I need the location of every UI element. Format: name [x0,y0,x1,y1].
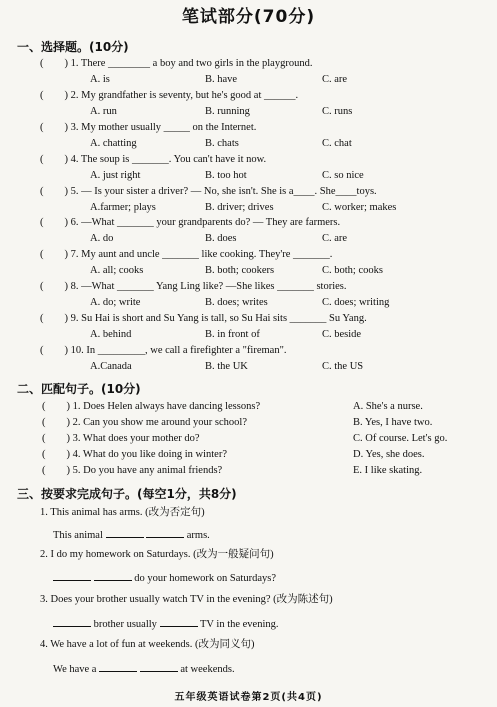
match-right-c: C. Of course. Let's go. [353,433,448,444]
question-3-option-b: B. chats [205,138,239,149]
match-left-2: ( ) 2. Can you show me around your school? [42,417,248,428]
match-right-b: B. Yes, I have two. [353,417,433,428]
question-7-option-a: A. all; cooks [90,265,144,276]
rewrite-a3-post: TV in the evening. [199,619,279,630]
question-4-stem: ( ) 4. The soup is _______. You can't have it now. [40,154,267,165]
question-8-option-b: B. does; writes [205,297,268,308]
rewrite-q4: 4. We have a lot of fun at weekends. (改为同义句) [40,639,255,650]
match-right-a: A. She's a nurse. [353,401,423,412]
section1-heading: 一、选择题。(10分) [17,40,129,54]
question-8-option-a: A. do; write [90,297,141,308]
match-left-4: ( ) 4. What do you like doing in winter? [42,449,227,460]
question-1-option-b: B. have [205,74,238,85]
question-5-option-b: B. driver; drives [205,202,274,213]
answer-blank[interactable] [53,616,91,627]
section3-heading: 三、按要求完成句子。(每空1分，共8分) [17,487,237,501]
rewrite-a3-mid: brother usually [93,619,157,630]
match-left-5: ( ) 5. Do you have any animal friends? [42,465,223,476]
answer-blank[interactable] [140,661,178,672]
question-4-option-c: C. so nice [322,170,364,181]
question-9-option-c: C. beside [322,329,362,340]
rewrite-a3 [53,616,279,631]
question-2-stem: ( ) 2. My grandfather is seventy, but he's good at ______. [40,90,299,101]
question-1-option-a: A. is [90,74,110,85]
question-3-option-a: A. chatting [90,138,137,149]
question-5-option-c: C. worker; makes [322,202,397,213]
rewrite-a2 [53,570,276,585]
question-10-option-c: C. the US [322,361,364,372]
rewrite-a4-pre: We have a [53,664,97,675]
question-4-option-b: B. too hot [205,170,247,181]
match-right-d: D. Yes, she does. [353,449,425,460]
question-7-option-c: C. both; cooks [322,265,383,276]
question-8-option-c: C. does; writing [322,297,390,308]
question-2-option-a: A. run [90,106,117,117]
question-7-stem: ( ) 7. My aunt and uncle _______ like cooking. They're _______. [40,249,333,260]
answer-blank[interactable] [94,570,132,581]
answer-blank[interactable] [106,527,144,538]
rewrite-q2: 2. I do my homework on Saturdays. (改为一般疑问句) [40,549,274,560]
rewrite-a1-post: arms. [186,530,210,541]
rewrite-a4 [53,661,235,676]
question-1-stem: ( ) 1. There ________ a boy and two girls in the playground. [40,58,313,69]
match-left-1: ( ) 1. Does Helen always have dancing lessons? [42,401,261,412]
answer-blank[interactable] [99,661,137,672]
rewrite-q3: 3. Does your brother usually watch TV in the evening? (改为陈述句) [40,594,333,605]
question-10-option-b: B. the UK [205,361,248,372]
rewrite-a1-pre: This animal [53,530,103,541]
rewrite-a4-post: at weekends. [180,664,235,675]
question-2-option-b: B. running [205,106,250,117]
match-left-3: ( ) 3. What does your mother do? [42,433,200,444]
question-6-option-a: A. do [90,233,114,244]
question-10-stem: ( ) 10. In _________, we call a firefighter a "fireman". [40,345,287,356]
question-10-option-a: A.Canada [90,361,132,372]
question-3-stem: ( ) 3. My mother usually _____ on the Internet. [40,122,257,133]
page-footer: 五年级英语试卷第2页(共4页) [174,692,323,703]
rewrite-a2-post: do your homework on Saturdays? [134,573,276,584]
question-8-stem: ( ) 8. —What _______ Yang Ling like? —She likes _______ stories. [40,281,347,292]
question-6-option-b: B. does [205,233,237,244]
question-6-stem: ( ) 6. —What _______ your grandparents do? — They are farmers. [40,217,341,228]
answer-blank[interactable] [53,570,91,581]
question-3-option-c: C. chat [322,138,352,149]
question-7-option-b: B. both; cookers [205,265,275,276]
answer-blank[interactable] [160,616,198,627]
question-9-stem: ( ) 9. Su Hai is short and Su Yang is tall, so Su Hai sits _______ Su Yang. [40,313,367,324]
question-2-option-c: C. runs [322,106,353,117]
rewrite-q1: 1. This animal has arms. (改为否定句) [40,507,205,518]
question-6-option-c: C. are [322,233,348,244]
question-5-stem: ( ) 5. — Is your sister a driver? — No, she isn't. She is a____. She____toys. [40,186,377,197]
question-1-option-c: C. are [322,74,348,85]
question-9-option-b: B. in front of [205,329,260,340]
match-right-e: E. I like skating. [353,465,423,476]
section2-heading: 二、匹配句子。(10分) [17,382,141,396]
question-5-option-a: A.farmer; plays [90,202,156,213]
answer-blank[interactable] [146,527,184,538]
page-title: 笔试部分(70分) [181,7,316,27]
question-9-option-a: A. behind [90,329,132,340]
rewrite-a1 [53,527,210,542]
question-4-option-a: A. just right [90,170,141,181]
